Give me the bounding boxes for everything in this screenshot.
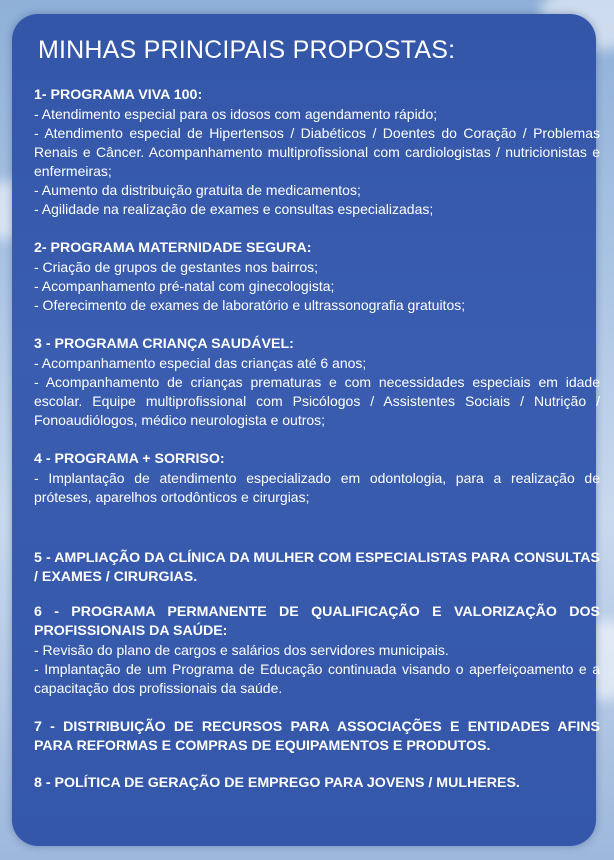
proposal-section-5	[34, 549, 600, 587]
list-item: - Criação de grupos de gestantes nos bairros;	[34, 259, 319, 275]
section-title: 6 - PROGRAMA PERMANENTE DE QUALIFICAÇÃO E VALORIZAÇÃO DOS PROFISSIONAIS DA SAÚDE:	[34, 604, 600, 639]
section-title: 2- PROGRAMA MATERNIDADE SEGURA:	[34, 240, 312, 256]
section-title: 3 - PROGRAMA CRIANÇA SAUDÁVEL:	[34, 336, 294, 352]
list-item: - Implantação de um Programa de Educação continuada visando o aperfeiçoamento e a capacitação dos profissionais da saúde.	[34, 661, 600, 696]
list-item: - Oferecimento de exames de laboratório e ultrassonografia gratuitos;	[34, 297, 466, 313]
proposals-panel	[12, 14, 600, 846]
list-item: - Atendimento especial de Hipertensos / Diabéticos / Doentes do Coração / Problemas Renais e Câncer. Acompanhamento multiprofissional com cardiologistas / nutricionistas e enfermeiras;	[34, 125, 600, 179]
list-item: - Atendimento especial para os idosos com agendamento rápido;	[34, 106, 438, 122]
proposal-section-8	[34, 774, 600, 793]
list-item: - Acompanhamento especial das crianças até 6 anos;	[34, 355, 367, 371]
proposal-section-7	[34, 718, 600, 756]
list-item: - Acompanhamento pré-natal com ginecologista;	[34, 278, 335, 294]
list-item: - Implantação de atendimento especializado em odontologia, para a realização de próteses, aparelhos ortodônticos e cirurgias;	[34, 470, 600, 505]
list-item: - Revisão do plano de cargos e salários dos servidores municipais.	[34, 642, 449, 658]
list-item: - Agilidade na realização de exames e consultas especializadas;	[34, 201, 434, 217]
page-title: MINHAS PRINCIPAIS PROPOSTAS:	[38, 36, 456, 64]
list-item: - Aumento da distribuição gratuita de medicamentos;	[34, 182, 361, 198]
list-item: - Acompanhamento de crianças prematuras e com necessidades especiais em idade escolar. Equipe multiprofissional com Psicólogos / Assistentes Sociais / Nutrição / Fonoaudiólogos, médico neurologista e outros;	[34, 374, 600, 428]
proposal-section-1	[34, 86, 600, 219]
proposals-list	[34, 86, 600, 793]
section-title: 7 - DISTRIBUIÇÃO DE RECURSOS PARA ASSOCIAÇÕES E ENTIDADES AFINS PARA REFORMAS E COMPRAS DE EQUIPAMENTOS E PRODUTOS.	[34, 719, 600, 754]
proposal-section-6	[34, 603, 600, 698]
proposal-section-3	[34, 335, 600, 430]
section-title: 8 - POLÍTICA DE GERAÇÃO DE EMPREGO PARA JOVENS / MULHERES.	[34, 775, 520, 791]
section-title: 4 - PROGRAMA + SORRISO:	[34, 451, 225, 467]
section-title: 1- PROGRAMA VIVA 100:	[34, 87, 203, 103]
proposal-section-4	[34, 450, 600, 507]
section-title: 5 - AMPLIAÇÃO DA CLÍNICA DA MULHER COM ESPECIALISTAS PARA CONSULTAS / EXAMES / CIRURGIAS.	[34, 550, 600, 585]
proposal-section-2	[34, 239, 600, 315]
